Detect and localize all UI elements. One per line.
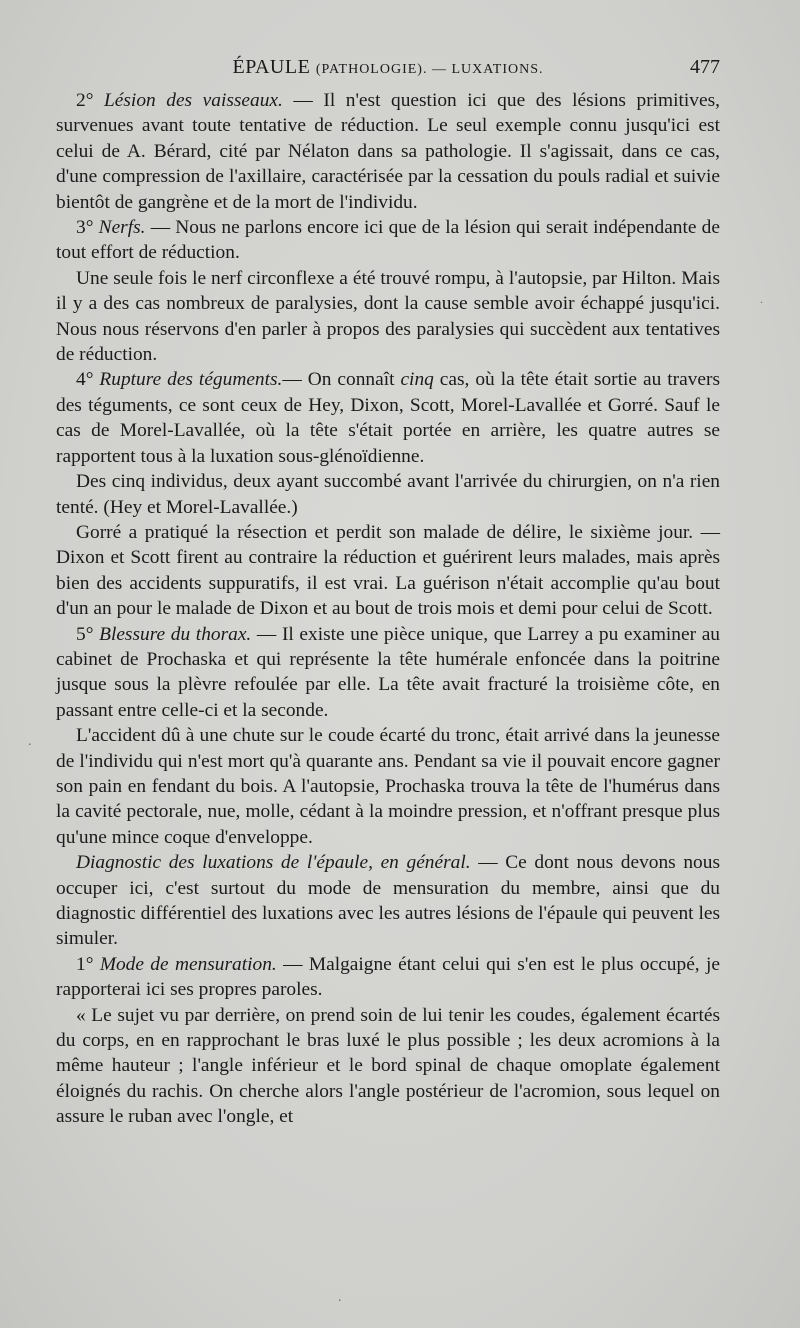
page-header bbox=[56, 56, 720, 84]
section-heading: Rupture des téguments. bbox=[99, 369, 283, 391]
running-head-subtitle: (PATHOLOGIE). — LUXATIONS. bbox=[315, 62, 544, 77]
paragraph-gorre: Gorré a pratiqué la résection et perdit son malade de délire, le sixième jour. — Dixon et Scott firent au contraire la réduction et guérirent leurs malades, mais après bien des accidents suppuratifs, il est vrai. La guérison n'était accomplie qu'au bout d'un an pour le malade de Dixon et au bout de trois mois et demi pour celui de Scott. bbox=[56, 521, 720, 620]
paper-speck: . bbox=[338, 1290, 342, 1305]
section-heading: Nerfs. bbox=[98, 217, 146, 239]
paragraph-vessel-lesion: 2° Lésion des vaisseaux. — Il n'est question ici que des lésions primitives, survenues avant toute tentative de réduction. Le seul exemple connu jusqu'ici est celui de A. Bérard, cité par Nélaton dans sa pathologie. Il s'agissait, dans ce cas, d'une compression de l'axillaire, caractérisée par la cessation du pouls radial et suivie bientôt de gangrène et de la mort de l'individu. bbox=[56, 90, 720, 213]
paragraph-quote: « Le sujet vu par derrière, on prend soin de lui tenir les coudes, également écartés du corps, en en rapprochant le bras luxé le plus possible ; les deux acromions à la même hauteur ; l'angle inférieur et le bord spinal de chaque omoplate également éloignés du rachis. On cherche alors l'angle postérieur de l'acromion, sous lequel on assure le ruban avec l'ongle, et bbox=[56, 1004, 720, 1128]
running-head bbox=[56, 56, 720, 79]
page-body bbox=[56, 88, 720, 1130]
section-heading: Mode de mensuration. bbox=[99, 953, 277, 975]
section-heading: Diagnostic des luxations de l'épaule, en général. bbox=[76, 852, 471, 874]
section-heading: Lésion des vaisseaux. bbox=[104, 90, 283, 111]
page-number: 477 bbox=[690, 56, 720, 78]
paper-speck: . bbox=[28, 734, 32, 749]
paragraph-nerves: 3° Nerfs. — Nous ne parlons encore ici que de la lésion qui serait indépendante de tout effort de réduction. bbox=[56, 217, 720, 264]
paragraph-accident: L'accident dû à une chute sur le coude écarté du tronc, était arrivé dans la jeunesse de l'individu qui n'est mort qu'à quarante ans. Pendant sa vie il pouvait encore gagner son pain en fendant du bois. A l'autopsie, Prochaska trouva la tête de l'humérus dans la cavité pectorale, nue, molle, cédant à la moindre pression, et n'offrant presque plus qu'une mince coque d'enveloppe. bbox=[56, 725, 720, 848]
section-heading: Blessure du thorax. bbox=[99, 623, 252, 645]
paragraph-diagnosis: Diagnostic des luxations de l'épaule, en général. — Ce dont nous devons nous occuper ici, c'est surtout du mode de mensuration du membre, ainsi que du diagnostic différentiel des luxations avec les autres lésions de l'épaule qui peuvent les simuler. bbox=[56, 852, 720, 950]
paragraph-circumflex-nerve: Une seule fois le nerf circonflexe a été trouvé rompu, à l'autopsie, par Hilton. Mais il y a des cas nombreux de paralysies, dont la cause semble avoir échappé jusqu'ici. Nous nous réservons d'en parler à propos des paralysies qui succèdent aux tentatives de réduction. bbox=[56, 267, 720, 366]
paragraph-skin-rupture: 4° Rupture des téguments.— On connaît cinq cas, où la tête était sortie au travers des téguments, ce sont ceux de Hey, Dixon, Scott, Morel-Lavallée et Gorré. Sauf le cas de Morel-Lavallée, où la tête s'était portée en arrière, les quatre autres se rapportent tous à la luxation sous-glénoïdienne. bbox=[56, 369, 720, 467]
paragraph-measurement: 1° Mode de mensuration. — Malgaigne étant celui qui s'en est le plus occupé, je rapporterai ici ses propres paroles. bbox=[56, 953, 720, 1001]
paragraph-five-individuals: Des cinq individus, deux ayant succombé avant l'arrivée du chirurgien, on n'a rien tenté. (Hey et Morel-Lavallée.) bbox=[56, 471, 720, 518]
running-head-title: ÉPAULE bbox=[232, 56, 311, 78]
paragraph-thorax-wound: 5° Blessure du thorax. — Il existe une pièce unique, que Larrey a pu examiner au cabinet de Prochaska et qui représente la tête humérale enfoncée dans la poitrine jusque sous la plèvre refoulée par elle. La tête avait fracturé la troisième côte, en passant entre celle-ci et la seconde. bbox=[56, 623, 720, 721]
paper-speck: . bbox=[760, 292, 763, 306]
